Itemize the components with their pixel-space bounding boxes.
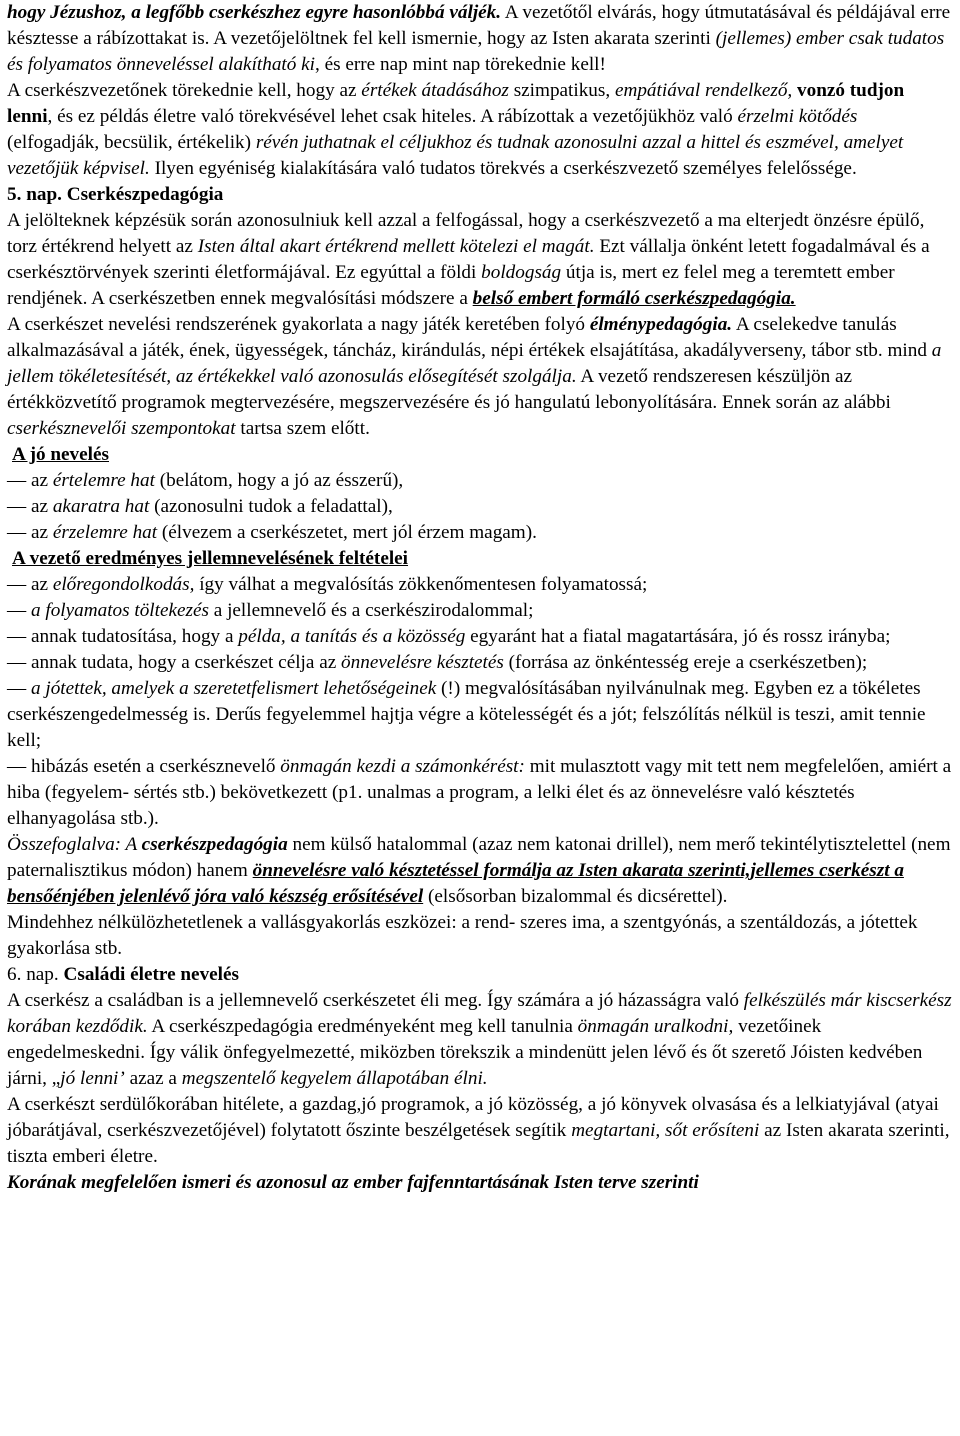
text-run: — bbox=[7, 600, 31, 621]
paragraph-last bbox=[7, 1170, 954, 1196]
paragraph-mindehhez bbox=[7, 910, 954, 962]
text-run: jó lenni’ bbox=[60, 1068, 125, 1089]
text-run: példa, a tanítás és a közösség bbox=[238, 626, 466, 647]
text-run: (forrása az önkéntesség ereje a cserkészetben); bbox=[503, 652, 868, 673]
text-run: empátiával rendelkező, bbox=[614, 80, 793, 101]
text-run: hogy Jézushoz, a legfőbb cserkészhez egyre hasonlóbbá váljék. bbox=[7, 2, 502, 23]
text-run: (jellemes) ember csak tudatos és folyamatos önneveléssel alakítható ki bbox=[7, 28, 945, 75]
text-run: felkészülés már kiscserkész korában kezdődik. bbox=[7, 990, 952, 1037]
text-run: , és erre nap mint nap törekednie kell! bbox=[315, 54, 606, 75]
text-run: A cselekedve tanulás alkalmazásával a játék, ének, ügyességek, táncház, kirándulás, népi értékek elsajátítása, akadályverseny, tábor stb. mind bbox=[7, 314, 932, 361]
text-run: (azonosulni tudok a feladattal), bbox=[149, 496, 393, 517]
list-item bbox=[7, 468, 954, 494]
text-run: Isten által akart értékrend mellett kötelezi el magát. bbox=[197, 236, 595, 257]
text-run: a jellemnevelő és a cserkészirodalommal; bbox=[208, 600, 534, 621]
paragraph-osszefoglalva bbox=[7, 832, 954, 910]
text-run: A jelölteknek képzésük során azonosulniuk kell azzal a felfogással, hogy a cserkészvezető a ma elterjedt önzésre épülő, torz értékrend helyett az bbox=[7, 210, 925, 257]
list-item bbox=[7, 598, 954, 624]
text-run: (elfogadják, becsülik, értékelik) bbox=[7, 132, 256, 153]
text-run: önnevelésre való késztetéssel formálja az Isten akarata szerinti,jellemes cserkészt a bensőénjében jelenlévő jóra való készség erősítésével bbox=[7, 860, 904, 907]
text-run: érzelemre hat bbox=[52, 522, 158, 543]
text-run: nem külső hatalommal (azaz nem katonai drillel), nem merő tekintélytisztelettel (nem paternalisztikus módon) hanem bbox=[7, 834, 951, 881]
list-item bbox=[7, 754, 954, 832]
text-run: boldogság bbox=[481, 262, 562, 283]
text-run: megtartani, sőt erősíteni bbox=[571, 1120, 760, 1141]
text-run: megszentelő kegyelem állapotában élni. bbox=[181, 1068, 488, 1089]
heading-6-nap bbox=[7, 962, 954, 988]
text-run: 5. nap. Cserkészpedagógia bbox=[7, 184, 224, 205]
text-run: Összefoglalva: A bbox=[7, 834, 142, 855]
text-run: A cserkész a családban is a jellemnevelő cserkészetet éli meg. Így számára a jó házasságra való bbox=[7, 990, 744, 1011]
text-run: mit mulasztott vagy mit tett nem megfelelően, amiért a hiba (fegyelem- sértés stb.) bekövetkezett (p1. unalmas a program, a lelki élet és az önnevelésre való késztetés elhanyagolása stb.). bbox=[7, 756, 952, 829]
list-item bbox=[7, 624, 954, 650]
text-run: Mindehhez nélkülözhetetlenek a vallásgyakorlás eszközei: a rend- szeres ima, a szentgyónás, a szentáldozás, a jótettek gyakorlása stb. bbox=[7, 912, 918, 959]
paragraph-intro bbox=[7, 0, 954, 78]
list-item bbox=[7, 572, 954, 598]
text-run: Ilyen egyéniség kialakítására való tudatos törekvés a cserkészvezető személyes felelőssége. bbox=[149, 158, 857, 179]
paragraph-vezeto bbox=[7, 78, 954, 182]
text-run: belső embert formáló cserkészpedagógia. bbox=[472, 288, 796, 309]
text-run: — az bbox=[7, 470, 53, 491]
text-run: A vezető eredményes jellemnevelésének feltételei bbox=[12, 548, 409, 569]
text-run: vezetőinek engedelmeskedni. Így válik önfegyelmezetté, miközben törekszik a mindenütt jelen lévő és őt szerető Jóisten kedvében járni, „ bbox=[7, 1016, 923, 1089]
list-item bbox=[7, 494, 954, 520]
text-run: értelemre hat bbox=[52, 470, 155, 491]
heading-5-nap bbox=[7, 182, 954, 208]
text-run: azaz a bbox=[124, 1068, 182, 1089]
text-run: (!) megvalósításában nyilvánulnak meg. Egyben ez a tökéletes cserkészengedelmesség is. Derűs fegyelemmel hajtja végre a kötelességét és a jót; felszólítás nélkül is teszi, amit tennie kell; bbox=[7, 678, 926, 751]
text-run: — az bbox=[7, 522, 53, 543]
text-run: egyaránt hat a fiatal magatartására, jó és rossz irányba; bbox=[465, 626, 891, 647]
text-run: előregondolkodás, bbox=[52, 574, 195, 595]
list-item bbox=[7, 676, 954, 754]
text-run: a jellem tökéletesítését, az értékekkel való azonosulás elősegítését szolgálja. bbox=[7, 340, 942, 387]
paragraph-csalad bbox=[7, 988, 954, 1092]
text-run: — hibázás esetén a cserkésznevelő bbox=[7, 756, 281, 777]
text-run: érzelmi kötődés bbox=[737, 106, 858, 127]
text-run: önnevelésre késztetés bbox=[341, 652, 504, 673]
text-run: szimpatikus, bbox=[508, 80, 615, 101]
text-run: élménypedagógia. bbox=[589, 314, 733, 335]
text-run: A vezető rendszeresen készüljön az értékközvetítő programok megtervezésére, megszervezésére és jó hangulatú lebonyolítására. Ennek során az alábbi bbox=[7, 366, 891, 413]
text-run: A cserkészpedagógia eredményeként meg kell tanulnia bbox=[147, 1016, 578, 1037]
text-run: Családi életre nevelés bbox=[63, 964, 239, 985]
text-run: vonzó tudjon lenni bbox=[7, 80, 905, 127]
heading-jo-neveles bbox=[7, 442, 954, 468]
heading-feltetelei bbox=[7, 546, 954, 572]
text-run: A cserkészvezetőnek törekednie kell, hogy az bbox=[7, 80, 362, 101]
text-run: révén juthatnak el céljukhoz és tudnak azonosulni azzal a hittel és eszmével, amelyet vezetőjük képvisel. bbox=[7, 132, 904, 179]
text-run: (elsősorban bizalommal és dicsérettel). bbox=[423, 886, 728, 907]
text-run: (élvezem a cserkészetet, mert jól érzem magam). bbox=[157, 522, 537, 543]
text-run: — annak tudata, hogy a cserkészet célja az bbox=[7, 652, 342, 673]
text-run: akaratra hat bbox=[52, 496, 150, 517]
text-run: — bbox=[7, 678, 31, 699]
list-item bbox=[7, 650, 954, 676]
text-run: cserkésznevelői szempontokat bbox=[7, 418, 236, 439]
text-run: értékek átadásához bbox=[361, 80, 509, 101]
text-run: így válhat a megvalósítás zökkenőmentesen folyamatossá; bbox=[194, 574, 648, 595]
text-run: tartsa szem előtt. bbox=[235, 418, 370, 439]
text-run: önmagán kezdi a számonkérést: bbox=[280, 756, 525, 777]
paragraph-jeloltek bbox=[7, 208, 954, 312]
paragraph-serdulo bbox=[7, 1092, 954, 1170]
text-run: útja is, mert ez felel meg a teremtett ember rendjének. A cserkészetben ennek megvalósítási módszere a bbox=[7, 262, 895, 309]
text-run: — az bbox=[7, 574, 53, 595]
text-run: A cserkészet nevelési rendszerének gyakorlata a nagy játék keretében folyó bbox=[7, 314, 590, 335]
text-run: a jótettek, amelyek a szeretetfelismert lehetőségeinek bbox=[30, 678, 437, 699]
text-run: cserkészpedagógia bbox=[141, 834, 288, 855]
text-run: A jó nevelés bbox=[12, 444, 109, 465]
list-item bbox=[7, 520, 954, 546]
text-run: , és ez példás életre való törekvésével lehet csak hiteles. A rábízottak a vezetőjükhöz való bbox=[47, 106, 738, 127]
text-run: az Isten akarata szerinti, tiszta emberi életre. bbox=[7, 1120, 950, 1167]
paragraph-neveles bbox=[7, 312, 954, 442]
text-run: Korának megfelelően ismeri és azonosul az ember fajfenntartásának Isten terve szerinti bbox=[7, 1172, 699, 1193]
text-run: — annak tudatosítása, hogy a bbox=[7, 626, 239, 647]
text-run: 6. nap. bbox=[7, 964, 64, 985]
text-run: a folyamatos töltekezés bbox=[30, 600, 209, 621]
text-run: A cserkészt serdülőkorában hitélete, a gazdag,jó programok, a jó közösség, a jó könyvek olvasása és a lelkiatyjával (atyai jóbarátjával, cserkészvezetőjével) folytatott őszinte beszélgetések segítik bbox=[7, 1094, 939, 1141]
text-run: — az bbox=[7, 496, 53, 517]
text-run: (belátom, hogy a jó az ésszerű), bbox=[154, 470, 404, 491]
text-run: Ezt vállalja önként letett fogadalmával és a cserkésztörvények szerinti életformájával. Ez egyúttal a földi bbox=[7, 236, 930, 283]
text-run: A vezetőtől elvárás, hogy útmutatásával és példájával erre késztesse a rábízottakat is. A vezetőjelöltnek fel kell ismernie, hogy az Isten akarata szerinti bbox=[7, 2, 951, 49]
text-run: önmagán uralkodni, bbox=[577, 1016, 734, 1037]
